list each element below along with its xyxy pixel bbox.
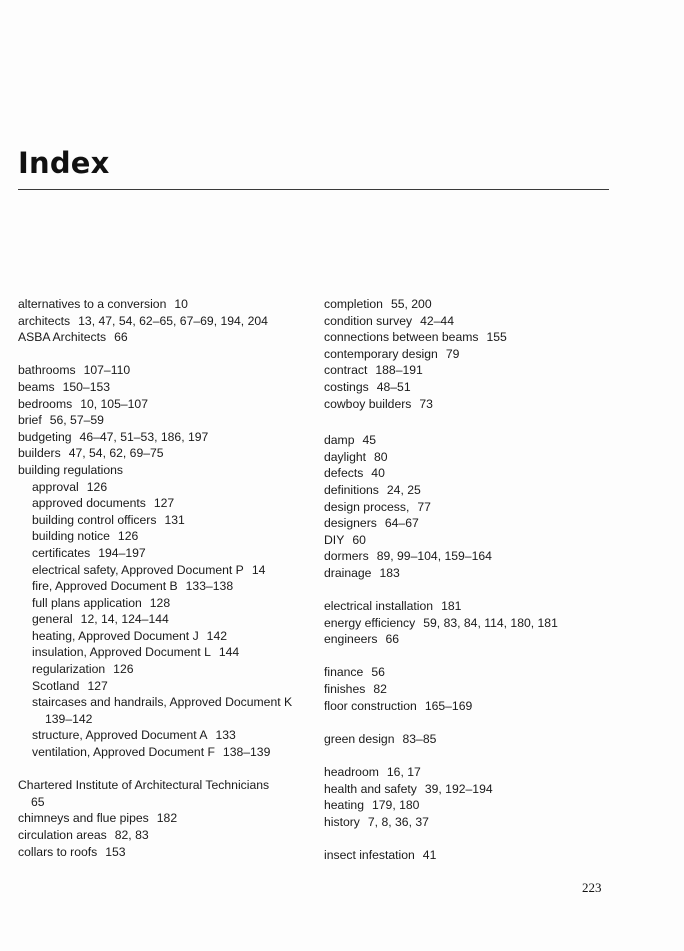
index-entry [18, 844, 310, 861]
index-entry [324, 432, 614, 449]
index-term: insulation, Approved Document L [32, 645, 211, 660]
index-term: staircases and handrails, Approved Document K [32, 695, 293, 710]
index-entry [324, 396, 614, 413]
index-subentry [18, 512, 310, 529]
index-pages: 79 [445, 346, 460, 361]
index-pages: 39, 192–194 [424, 781, 493, 796]
index-entry [18, 810, 310, 827]
page-number: 223 [582, 880, 602, 895]
index-term: alternatives to a conversion [18, 297, 167, 311]
index-entry [324, 847, 614, 864]
index-pages: 128 [149, 595, 171, 610]
index-pages: 188–191 [375, 363, 423, 378]
index-entry [18, 412, 310, 429]
index-pages: 24, 25 [386, 482, 421, 497]
index-term: budgeting [18, 429, 72, 444]
index-pages: 13, 47, 54, 62–65, 67–69, 194, 204 [78, 313, 268, 328]
title-rule [18, 189, 609, 190]
index-pages: 127 [87, 678, 108, 693]
index-term: drainage [324, 565, 372, 580]
index-pages: 59, 83, 84, 114, 180, 181 [423, 615, 558, 630]
index-entry [18, 462, 310, 479]
index-subentry [18, 694, 310, 727]
index-term: connections between beams [324, 330, 479, 345]
index-entry [324, 565, 614, 582]
index-term: bedrooms [18, 396, 73, 411]
index-entry [18, 329, 310, 346]
index-subentry [18, 661, 310, 678]
index-pages: 142 [206, 628, 228, 643]
index-entry [324, 731, 614, 748]
index-pages: 107–110 [83, 363, 131, 378]
index-term: DIY [324, 532, 345, 547]
index-pages: 73 [419, 396, 433, 411]
index-term: certificates [32, 545, 91, 560]
index-group [324, 432, 614, 581]
index-subentry [18, 628, 310, 645]
index-term: circulation areas [18, 828, 107, 842]
index-term: energy efficiency [324, 615, 416, 630]
index-term: daylight [324, 449, 367, 464]
index-term: building notice [32, 529, 110, 544]
index-group [18, 777, 310, 860]
index-group [324, 296, 614, 412]
index-entry [324, 797, 614, 814]
index-entry [324, 764, 614, 781]
index-pages: 150–153 [62, 379, 111, 394]
index-subentry [18, 678, 310, 695]
index-subentry [18, 479, 310, 496]
index-pages: 42–44 [420, 313, 454, 328]
index-entry [324, 598, 614, 615]
index-pages: 47, 54, 62, 69–75 [68, 446, 164, 461]
index-term: engineers [324, 632, 378, 647]
index-subentry [18, 545, 310, 562]
index-term: contract [324, 363, 368, 378]
index-pages: 126 [113, 662, 134, 677]
index-entry [18, 827, 310, 844]
index-pages: 66 [385, 632, 400, 647]
index-group [324, 664, 614, 714]
index-pages: 82 [373, 682, 387, 697]
index-entry [324, 681, 614, 698]
index-pages: 182 [156, 811, 178, 826]
index-entry [324, 548, 614, 565]
index-pages: 89, 99–104, 159–164 [376, 549, 492, 564]
index-pages: 14 [251, 562, 266, 577]
index-subentry [18, 727, 310, 744]
index-entry [18, 296, 310, 313]
index-term: ASBA Architects [18, 330, 107, 345]
index-entry [324, 781, 614, 798]
index-entry [324, 313, 614, 330]
index-pages: 144 [218, 645, 240, 660]
index-subentry [18, 528, 310, 545]
index-pages: 194–197 [98, 545, 146, 560]
index-entry [324, 664, 614, 681]
index-term: definitions [324, 482, 379, 497]
index-entry [324, 698, 614, 715]
index-pages: 60 [352, 532, 366, 547]
index-pages: 65 [31, 794, 45, 809]
index-pages: 82, 83 [114, 828, 149, 842]
index-entry [324, 379, 614, 396]
index-pages: 126 [117, 529, 139, 544]
index-subentry [18, 495, 310, 512]
index-term: design process, [324, 499, 410, 514]
index-pages: 40 [371, 466, 385, 481]
index-entry [324, 465, 614, 482]
index-group [18, 296, 310, 346]
index-pages: 45 [362, 433, 377, 448]
index-subentry [18, 644, 310, 661]
index-entry [324, 329, 614, 346]
index-term: approved documents [32, 496, 146, 511]
index-term: costings [324, 379, 369, 394]
index-term: general [32, 612, 73, 627]
index-entry [324, 615, 614, 632]
index-term: building control officers [32, 512, 157, 527]
index-pages: 64–67 [384, 516, 419, 531]
index-pages: 80 [374, 449, 388, 464]
index-term: heating [324, 798, 364, 813]
index-term: finishes [324, 682, 366, 697]
index-pages: 133–138 [185, 579, 234, 594]
index-entry [324, 362, 614, 379]
index-term: heating, Approved Document J [32, 628, 199, 643]
index-pages: 7, 8, 36, 37 [367, 814, 429, 829]
index-pages: 127 [153, 496, 175, 511]
index-term: collars to roofs [18, 844, 98, 859]
index-term: health and safety [324, 781, 417, 796]
index-pages: 55, 200 [390, 297, 432, 311]
index-term: finance [324, 665, 364, 680]
index-pages: 155 [486, 330, 507, 345]
index-entry [18, 396, 310, 413]
index-term: cowboy builders [324, 396, 412, 411]
index-group [324, 731, 614, 748]
index-entry [18, 313, 310, 330]
index-subentry [18, 611, 310, 628]
index-term: headroom [324, 765, 379, 780]
index-term: approval [32, 479, 79, 494]
index-entry [324, 449, 614, 466]
index-pages: 131 [164, 512, 185, 527]
index-term: contemporary design [324, 346, 438, 361]
index-group [324, 847, 614, 864]
page-title: Index [18, 146, 110, 180]
index-pages: 56 [371, 665, 385, 680]
index-pages: 12, 14, 124–144 [80, 612, 169, 627]
index-term: electrical safety, Approved Document P [32, 562, 244, 577]
index-term: building regulations [18, 462, 124, 477]
index-entry [324, 296, 614, 313]
index-pages: 41 [422, 848, 437, 862]
index-pages: 181 [441, 599, 462, 614]
index-term: full plans application [32, 595, 142, 610]
index-entry [324, 346, 614, 363]
index-pages: 138–139 [222, 745, 271, 760]
index-subentry [18, 595, 310, 612]
index-term: beams [18, 379, 55, 394]
index-term: chimneys and flue pipes [18, 811, 149, 826]
index-entry [324, 631, 614, 648]
index-subentry [18, 578, 310, 595]
index-entry [18, 362, 310, 379]
index-entry [18, 429, 310, 446]
index-pages: 83–85 [402, 731, 437, 746]
index-pages: 16, 17 [386, 765, 421, 780]
index-pages: 165–169 [424, 698, 473, 713]
index-term: damp [324, 433, 355, 448]
index-term: bathrooms [18, 363, 76, 378]
index-term: regularization [32, 662, 106, 677]
index-term: designers [324, 516, 377, 531]
index-entry [324, 515, 614, 532]
index-group [18, 362, 310, 760]
index-group [324, 598, 614, 648]
index-pages: 139–142 [45, 711, 93, 726]
index-subentry [18, 562, 310, 579]
index-pages: 10 [174, 297, 188, 311]
index-pages: 126 [86, 479, 108, 494]
index-term: ventilation, Approved Document F [32, 745, 215, 760]
index-term: builders [18, 446, 61, 461]
index-term: Chartered Institute of Architectural Technicians [18, 778, 270, 793]
index-subentry [18, 744, 310, 761]
index-term: electrical installation [324, 599, 434, 614]
index-term: floor construction [324, 698, 417, 713]
index-pages: 46–47, 51–53, 186, 197 [79, 429, 209, 444]
index-entry [324, 499, 614, 516]
index-entry [18, 445, 310, 462]
index-term: fire, Approved Document B [32, 579, 178, 594]
index-entry [324, 532, 614, 549]
index-term: structure, Approved Document A [32, 728, 208, 743]
index-term: condition survey [324, 313, 413, 328]
index-pages: 183 [379, 565, 400, 580]
index-entry [324, 814, 614, 831]
index-term: architects [18, 313, 71, 328]
index-entry [18, 777, 310, 810]
index-pages: 77 [417, 499, 431, 514]
index-term: insect infestation [324, 848, 415, 862]
index-pages: 56, 57–59 [49, 413, 104, 428]
index-entry [18, 379, 310, 396]
index-term: Scotland [32, 678, 80, 693]
index-group [324, 764, 614, 830]
index-column-right [324, 296, 614, 864]
index-pages: 10, 105–107 [80, 396, 148, 411]
index-pages: 48–51 [376, 379, 411, 394]
index-pages: 179, 180 [371, 798, 420, 813]
index-entry [324, 482, 614, 499]
index-term: defects [324, 466, 364, 481]
index-column-left [18, 296, 310, 860]
index-term: dormers [324, 549, 369, 564]
index-pages: 153 [105, 844, 126, 859]
index-term: green design [324, 731, 395, 746]
index-pages: 66 [114, 330, 128, 345]
index-term: brief [18, 413, 42, 428]
index-term: completion [324, 297, 383, 311]
index-pages: 133 [215, 728, 236, 743]
index-term: history [324, 814, 360, 829]
